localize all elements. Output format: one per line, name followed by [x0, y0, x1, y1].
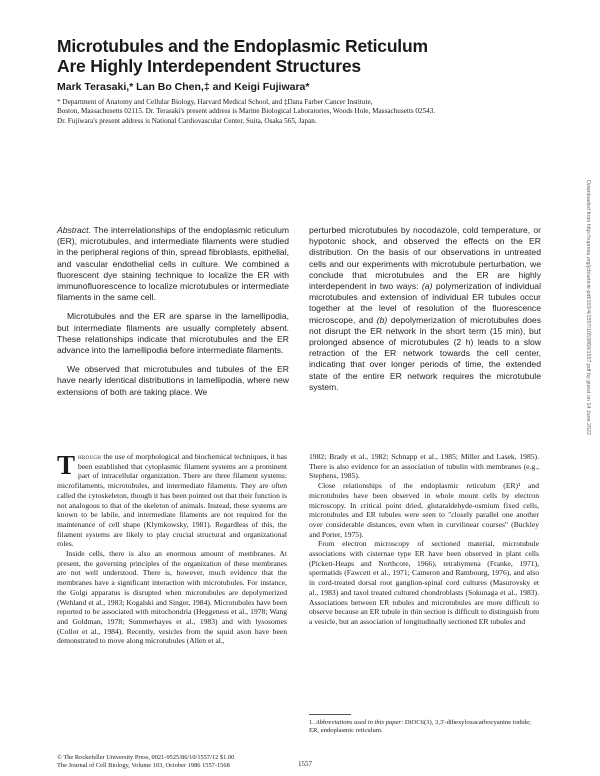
copyright-line: © The Rockefeller University Press, 0021-9525/86/10/1557/12 $1.00: [57, 754, 235, 761]
footnote-divider: [309, 714, 351, 715]
download-link[interactable]: Downloaded from http://rupress.org/jcb/article-pdf/103/4/1557/1053869/1557.pdf by guest on 14 June 2022: [585, 180, 591, 436]
enum-label: (a): [421, 281, 433, 292]
body-paragraph: Close relationships of the endoplasmic reticulum (ER)¹ and microtubules have been observed in whole mount cells by electron microscopy. In critical point dried, glutaraldehyde-osmium fixed cells, microtubules and ER tubules were seen to "closely parallel one another over considerable distances, even when in curvilinear courses" (Buckley and Porter, 1975).: [309, 481, 539, 539]
footnote-text: DiOC6(3), 3,3'-dihexyloxacarbocyanine iodide; ER, endoplasmic reticulum.: [309, 719, 531, 735]
abstract-text: perturbed microtubules by nocodazole, cold temperature, or hypotonic shock, and observed the effects on the ER distribution. On the basis of our observations in untreated cells and our experiments with microtubule perturbation, we conclude that microtubules and the ER are highly interdependent in two ways:: [309, 225, 541, 292]
drop-cap: T: [57, 450, 76, 480]
affiliation-line: Boston, Massachusetts 02115. Dr. Terasaki's present address is Marine Biological Laboratories, Woods Hole, Massachusetts 02543.: [57, 107, 436, 116]
journal-info: [57, 754, 357, 770]
title-line-1: Microtubules and the Endoplasmic Reticulum: [57, 36, 428, 56]
smallcaps-opening: hrough: [78, 452, 102, 461]
abstract-paragraph: Microtubules and the ER are sparse in the lamellipodia, but intermediate filaments are usually completely absent. These relationships indicate that microtubules and the ER advance into the lamellipodia before intermediate filaments.: [57, 311, 289, 356]
author-list: Mark Terasaki,* Lan Bo Chen,‡ and Keigi Fujiwara*: [57, 81, 310, 93]
body-paragraph: From electron microscopy of sectioned material, microtubule associations with cisternae type ER have been observed in plant cells (Pickett-Heaps and Northcote, 1966), tetrahymena (Franke, 1971), spermatids (Fawcett et al., 1971; Cameron and Rambourg, 1976), and also in cord-treated dorsal root ganglion-spinal cord cultures (Masurovsky et al., 1983) and taxol treated cultured chondroblasts (Sokunaga et al., 1983). Associations between ER tubules and microtubules are more difficult to observe because an ER tubule in thin section is difficult to distinguish from a vesicle, but an association of longitudinally sectioned ER tubules and: [309, 539, 539, 626]
body-paragraph: [57, 452, 287, 549]
affiliations: [57, 98, 549, 126]
abstract-paragraph: [309, 225, 541, 393]
footnote-marker: 1.: [309, 719, 314, 726]
affiliation-line: Dr. Fujiwara's present address is National Cardiovascular Center, Suita, Osaka 565, Japan.: [57, 116, 317, 125]
abstract-right-column: [309, 225, 541, 401]
citation-line: The Journal of Cell Biology, Volume 103, October 1986 1557-1568: [57, 762, 230, 770]
abstract-left-column: [57, 225, 289, 406]
body-paragraph: 1982; Brady et al., 1982; Schnapp et al., 1985; Miller and Lasek, 1985). There is also evidence for an association of tubulin with membranes (e.g., Stephens, 1985).: [309, 452, 539, 481]
body-right-column: [309, 452, 539, 627]
abstract-paragraph: We observed that microtubules and tubules of the ER have nearly identical distributions in lamellipodia, where new extensions of both are taking place. We: [57, 364, 289, 397]
page-number: 1557: [298, 760, 312, 768]
body-paragraph: Inside cells, there is also an enormous amount of membranes. At present, the governing principles of the organization of these membranes are not well understood. There is, however, much evidence that the membranes have a significant interaction with microtubules. For instance, the Golgi apparatus is disrupted when microtubules are depolymerized (Wehland et al., 1983; Kogalski and Singer, 1984). Microtubules have been reported to be associated with mitochondria (Heggeness et al., 1978; Wang and Goldman, 1978; Summerhayes et al., 1983) and with lysosomes (Collot et al., 1984). Recently, vesicles from the squid axon have been demonstrated to move along microtubules (Allen et al.,: [57, 549, 287, 646]
footnote: [309, 719, 539, 736]
enum-label: (b): [376, 314, 388, 325]
abstract-text: polymerization of individual microtubules and extension of individual ER tubules occur together at the level of resolution of the fluorescence microscope, and: [309, 281, 541, 325]
article-title: [57, 36, 517, 76]
body-text: the use of morphological and biochemical techniques, it has been established that cytoplasmic filament systems are a prominent part of intracellular organization. There are three filament systems: microfilaments, microtubules, and intermediate filaments. They are often called the cytoskeleton, though it has been pointed out that their function is not analogous to that of the skeleton of animals. Instead, these systems are known to be labile, and intermediate filaments are not required for the maintenance of cell shape (Klymkowsky, 1981). Regardless of this, the filament systems are likely to play crucial structural and organizational roles.: [57, 452, 287, 549]
abstract-label: Abstract.: [57, 225, 91, 235]
title-line-2: Are Highly Interdependent Structures: [57, 56, 361, 76]
abstract-text: The interrelationships of the endoplasmic reticulum (ER), microtubules, and intermediate filaments were studied in the peripheral regions of thin, spread fibroblasts, epithelial, and vascular endothelial cells in culture. We combined a fluorescent dye staining technique to localize the ER with immunofluorescence to localize microtubules or intermediate filaments in the same cell.: [57, 225, 290, 303]
footnote-label: Abbreviations used in this paper:: [315, 719, 404, 726]
body-left-column: [57, 452, 287, 646]
download-watermark: [582, 180, 594, 540]
abstract-paragraph: [57, 225, 289, 303]
abstract-text: depolymerization of microtubules does not disrupt the ER network in the short term (15 min), but prolonged absence of microtubules (2 h) leads to a slow retraction of the ER network towards the cell center, indicating that over longer periods of time, the extended state of the entire ER network requires the microtubule system.: [309, 314, 541, 392]
affiliation-line: * Department of Anatomy and Cellular Biology, Harvard Medical School, and ‡Dana Farber Cancer Institute,: [57, 98, 373, 106]
